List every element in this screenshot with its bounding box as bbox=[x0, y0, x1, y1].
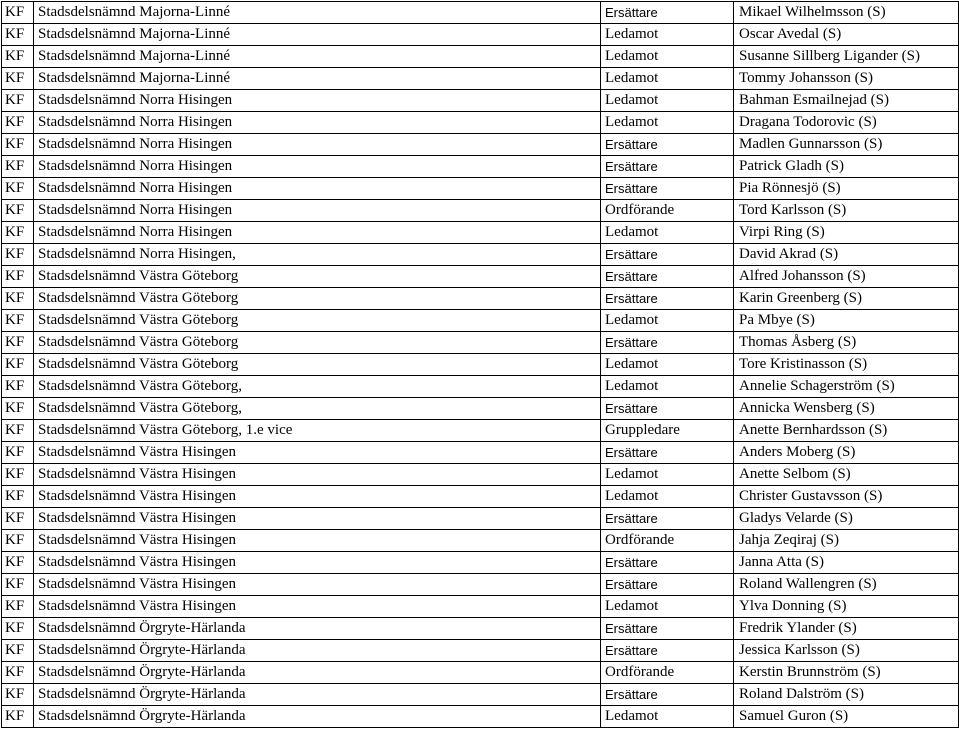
member-name-cell: Ylva Donning (S) bbox=[734, 596, 959, 618]
table-row bbox=[2, 288, 959, 310]
member-name-cell: Alfred Johansson (S) bbox=[734, 266, 959, 288]
org-cell: KF bbox=[2, 288, 34, 310]
role-cell: Ledamot bbox=[601, 310, 734, 332]
role-cell: Ledamot bbox=[601, 222, 734, 244]
member-name-cell: Patrick Gladh (S) bbox=[734, 156, 959, 178]
member-name-cell: Roland Dalström (S) bbox=[734, 684, 959, 706]
committee-cell: Stadsdelsnämnd Västra Göteborg bbox=[34, 310, 601, 332]
role-cell: Ersättare bbox=[601, 266, 734, 288]
member-name-cell: Kerstin Brunnström (S) bbox=[734, 662, 959, 684]
committee-cell: Stadsdelsnämnd Västra Hisingen bbox=[34, 508, 601, 530]
table-row bbox=[2, 706, 959, 728]
table-row bbox=[2, 200, 959, 222]
member-name-cell: Oscar Avedal (S) bbox=[734, 24, 959, 46]
org-cell: KF bbox=[2, 640, 34, 662]
org-cell: KF bbox=[2, 46, 34, 68]
committee-cell: Stadsdelsnämnd Örgryte-Härlanda bbox=[34, 706, 601, 728]
member-name-cell: Pia Rönnesjö (S) bbox=[734, 178, 959, 200]
org-cell: KF bbox=[2, 24, 34, 46]
org-cell: KF bbox=[2, 90, 34, 112]
table-row bbox=[2, 68, 959, 90]
org-cell: KF bbox=[2, 530, 34, 552]
table-row bbox=[2, 552, 959, 574]
role-cell: Ersättare bbox=[601, 574, 734, 596]
member-name-cell: David Akrad (S) bbox=[734, 244, 959, 266]
table-row bbox=[2, 244, 959, 266]
table-row bbox=[2, 310, 959, 332]
member-name-cell: Tommy Johansson (S) bbox=[734, 68, 959, 90]
table-row bbox=[2, 2, 959, 24]
role-cell: Ledamot bbox=[601, 486, 734, 508]
member-name-cell: Janna Atta (S) bbox=[734, 552, 959, 574]
role-cell: Ersättare bbox=[601, 508, 734, 530]
member-name-cell: Tore Kristinasson (S) bbox=[734, 354, 959, 376]
member-name-cell: Bahman Esmailnejad (S) bbox=[734, 90, 959, 112]
org-cell: KF bbox=[2, 464, 34, 486]
committee-cell: Stadsdelsnämnd Västra Göteborg bbox=[34, 332, 601, 354]
table-row bbox=[2, 684, 959, 706]
role-cell: Ersättare bbox=[601, 618, 734, 640]
role-cell: Ledamot bbox=[601, 24, 734, 46]
committee-cell: Stadsdelsnämnd Norra Hisingen bbox=[34, 222, 601, 244]
org-cell: KF bbox=[2, 420, 34, 442]
table-row bbox=[2, 156, 959, 178]
committee-cell: Stadsdelsnämnd Majorna-Linné bbox=[34, 46, 601, 68]
committee-cell: Stadsdelsnämnd Majorna-Linné bbox=[34, 24, 601, 46]
member-name-cell: Thomas Åsberg (S) bbox=[734, 332, 959, 354]
role-cell: Ledamot bbox=[601, 112, 734, 134]
member-name-cell: Christer Gustavsson (S) bbox=[734, 486, 959, 508]
role-cell: Ersättare bbox=[601, 442, 734, 464]
committee-cell: Stadsdelsnämnd Norra Hisingen bbox=[34, 200, 601, 222]
role-cell: Ersättare bbox=[601, 332, 734, 354]
org-cell: KF bbox=[2, 398, 34, 420]
committee-cell: Stadsdelsnämnd Västra Hisingen bbox=[34, 574, 601, 596]
member-name-cell: Jessica Karlsson (S) bbox=[734, 640, 959, 662]
committee-cell: Stadsdelsnämnd Norra Hisingen, bbox=[34, 244, 601, 266]
member-name-cell: Fredrik Ylander (S) bbox=[734, 618, 959, 640]
committee-cell: Stadsdelsnämnd Västra Hisingen bbox=[34, 486, 601, 508]
committee-cell: Stadsdelsnämnd Örgryte-Härlanda bbox=[34, 684, 601, 706]
role-cell: Ersättare bbox=[601, 156, 734, 178]
role-cell: Ersättare bbox=[601, 288, 734, 310]
committee-cell: Stadsdelsnämnd Västra Hisingen bbox=[34, 530, 601, 552]
committee-cell: Stadsdelsnämnd Norra Hisingen bbox=[34, 178, 601, 200]
member-name-cell: Anette Bernhardsson (S) bbox=[734, 420, 959, 442]
role-cell: Ledamot bbox=[601, 68, 734, 90]
role-cell: Ledamot bbox=[601, 706, 734, 728]
org-cell: KF bbox=[2, 222, 34, 244]
table-row bbox=[2, 354, 959, 376]
committee-cell: Stadsdelsnämnd Norra Hisingen bbox=[34, 156, 601, 178]
table-row bbox=[2, 46, 959, 68]
org-cell: KF bbox=[2, 178, 34, 200]
table-row bbox=[2, 640, 959, 662]
table-row bbox=[2, 508, 959, 530]
member-name-cell: Pa Mbye (S) bbox=[734, 310, 959, 332]
role-cell: Ersättare bbox=[601, 684, 734, 706]
role-cell: Ledamot bbox=[601, 464, 734, 486]
member-name-cell: Tord Karlsson (S) bbox=[734, 200, 959, 222]
member-name-cell: Jahja Zeqiraj (S) bbox=[734, 530, 959, 552]
table-row bbox=[2, 618, 959, 640]
role-cell: Ersättare bbox=[601, 244, 734, 266]
member-name-cell: Anette Selbom (S) bbox=[734, 464, 959, 486]
member-name-cell: Samuel Guron (S) bbox=[734, 706, 959, 728]
org-cell: KF bbox=[2, 134, 34, 156]
committee-cell: Stadsdelsnämnd Norra Hisingen bbox=[34, 134, 601, 156]
org-cell: KF bbox=[2, 486, 34, 508]
committee-cell: Stadsdelsnämnd Örgryte-Härlanda bbox=[34, 618, 601, 640]
role-cell: Ledamot bbox=[601, 376, 734, 398]
member-name-cell: Annicka Wensberg (S) bbox=[734, 398, 959, 420]
member-name-cell: Roland Wallengren (S) bbox=[734, 574, 959, 596]
org-cell: KF bbox=[2, 706, 34, 728]
table-row bbox=[2, 24, 959, 46]
table-row bbox=[2, 266, 959, 288]
role-cell: Ersättare bbox=[601, 134, 734, 156]
committee-cell: Stadsdelsnämnd Norra Hisingen bbox=[34, 112, 601, 134]
role-cell: Ledamot bbox=[601, 354, 734, 376]
org-cell: KF bbox=[2, 310, 34, 332]
role-cell: Ordförande bbox=[601, 530, 734, 552]
org-cell: KF bbox=[2, 596, 34, 618]
member-name-cell: Mikael Wilhelmsson (S) bbox=[734, 2, 959, 24]
org-cell: KF bbox=[2, 244, 34, 266]
committee-cell: Stadsdelsnämnd Västra Göteborg, bbox=[34, 398, 601, 420]
committee-cell: Stadsdelsnämnd Västra Hisingen bbox=[34, 442, 601, 464]
role-cell: Ledamot bbox=[601, 90, 734, 112]
member-name-cell: Madlen Gunnarsson (S) bbox=[734, 134, 959, 156]
role-cell: Gruppledare bbox=[601, 420, 734, 442]
role-cell: Ersättare bbox=[601, 640, 734, 662]
org-cell: KF bbox=[2, 662, 34, 684]
role-cell: Ersättare bbox=[601, 2, 734, 24]
table-row bbox=[2, 486, 959, 508]
member-name-cell: Susanne Sillberg Ligander (S) bbox=[734, 46, 959, 68]
committee-cell: Stadsdelsnämnd Västra Göteborg bbox=[34, 354, 601, 376]
org-cell: KF bbox=[2, 684, 34, 706]
committee-cell: Stadsdelsnämnd Majorna-Linné bbox=[34, 2, 601, 24]
org-cell: KF bbox=[2, 552, 34, 574]
org-cell: KF bbox=[2, 200, 34, 222]
table-row bbox=[2, 420, 959, 442]
table-row bbox=[2, 332, 959, 354]
org-cell: KF bbox=[2, 266, 34, 288]
table-row bbox=[2, 398, 959, 420]
committee-cell: Stadsdelsnämnd Västra Hisingen bbox=[34, 596, 601, 618]
member-name-cell: Gladys Velarde (S) bbox=[734, 508, 959, 530]
committee-cell: Stadsdelsnämnd Örgryte-Härlanda bbox=[34, 662, 601, 684]
role-cell: Ledamot bbox=[601, 596, 734, 618]
committee-cell: Stadsdelsnämnd Majorna-Linné bbox=[34, 68, 601, 90]
role-cell: Ledamot bbox=[601, 46, 734, 68]
committee-cell: Stadsdelsnämnd Västra Hisingen bbox=[34, 552, 601, 574]
org-cell: KF bbox=[2, 332, 34, 354]
org-cell: KF bbox=[2, 112, 34, 134]
org-cell: KF bbox=[2, 156, 34, 178]
committee-cell: Stadsdelsnämnd Västra Göteborg, bbox=[34, 376, 601, 398]
org-cell: KF bbox=[2, 354, 34, 376]
committee-cell: Stadsdelsnämnd Västra Hisingen bbox=[34, 464, 601, 486]
role-cell: Ersättare bbox=[601, 552, 734, 574]
role-cell: Ersättare bbox=[601, 398, 734, 420]
org-cell: KF bbox=[2, 618, 34, 640]
role-cell: Ordförande bbox=[601, 200, 734, 222]
org-cell: KF bbox=[2, 2, 34, 24]
org-cell: KF bbox=[2, 508, 34, 530]
table-row bbox=[2, 112, 959, 134]
table-row bbox=[2, 134, 959, 156]
table-row bbox=[2, 574, 959, 596]
members-table bbox=[1, 1, 959, 728]
committee-cell: Stadsdelsnämnd Västra Göteborg bbox=[34, 288, 601, 310]
table-row bbox=[2, 596, 959, 618]
member-name-cell: Virpi Ring (S) bbox=[734, 222, 959, 244]
document-page bbox=[1, 1, 959, 728]
table-row bbox=[2, 464, 959, 486]
org-cell: KF bbox=[2, 376, 34, 398]
org-cell: KF bbox=[2, 442, 34, 464]
table-row bbox=[2, 530, 959, 552]
committee-cell: Stadsdelsnämnd Örgryte-Härlanda bbox=[34, 640, 601, 662]
member-name-cell: Karin Greenberg (S) bbox=[734, 288, 959, 310]
table-row bbox=[2, 442, 959, 464]
table-row bbox=[2, 662, 959, 684]
committee-cell: Stadsdelsnämnd Västra Göteborg, 1.e vice bbox=[34, 420, 601, 442]
org-cell: KF bbox=[2, 68, 34, 90]
member-name-cell: Anders Moberg (S) bbox=[734, 442, 959, 464]
role-cell: Ersättare bbox=[601, 178, 734, 200]
table-row bbox=[2, 222, 959, 244]
org-cell: KF bbox=[2, 574, 34, 596]
member-name-cell: Annelie Schagerström (S) bbox=[734, 376, 959, 398]
member-name-cell: Dragana Todorovic (S) bbox=[734, 112, 959, 134]
table-row bbox=[2, 90, 959, 112]
role-cell: Ordförande bbox=[601, 662, 734, 684]
members-table-body bbox=[2, 2, 959, 728]
table-row bbox=[2, 178, 959, 200]
committee-cell: Stadsdelsnämnd Norra Hisingen bbox=[34, 90, 601, 112]
committee-cell: Stadsdelsnämnd Västra Göteborg bbox=[34, 266, 601, 288]
table-row bbox=[2, 376, 959, 398]
